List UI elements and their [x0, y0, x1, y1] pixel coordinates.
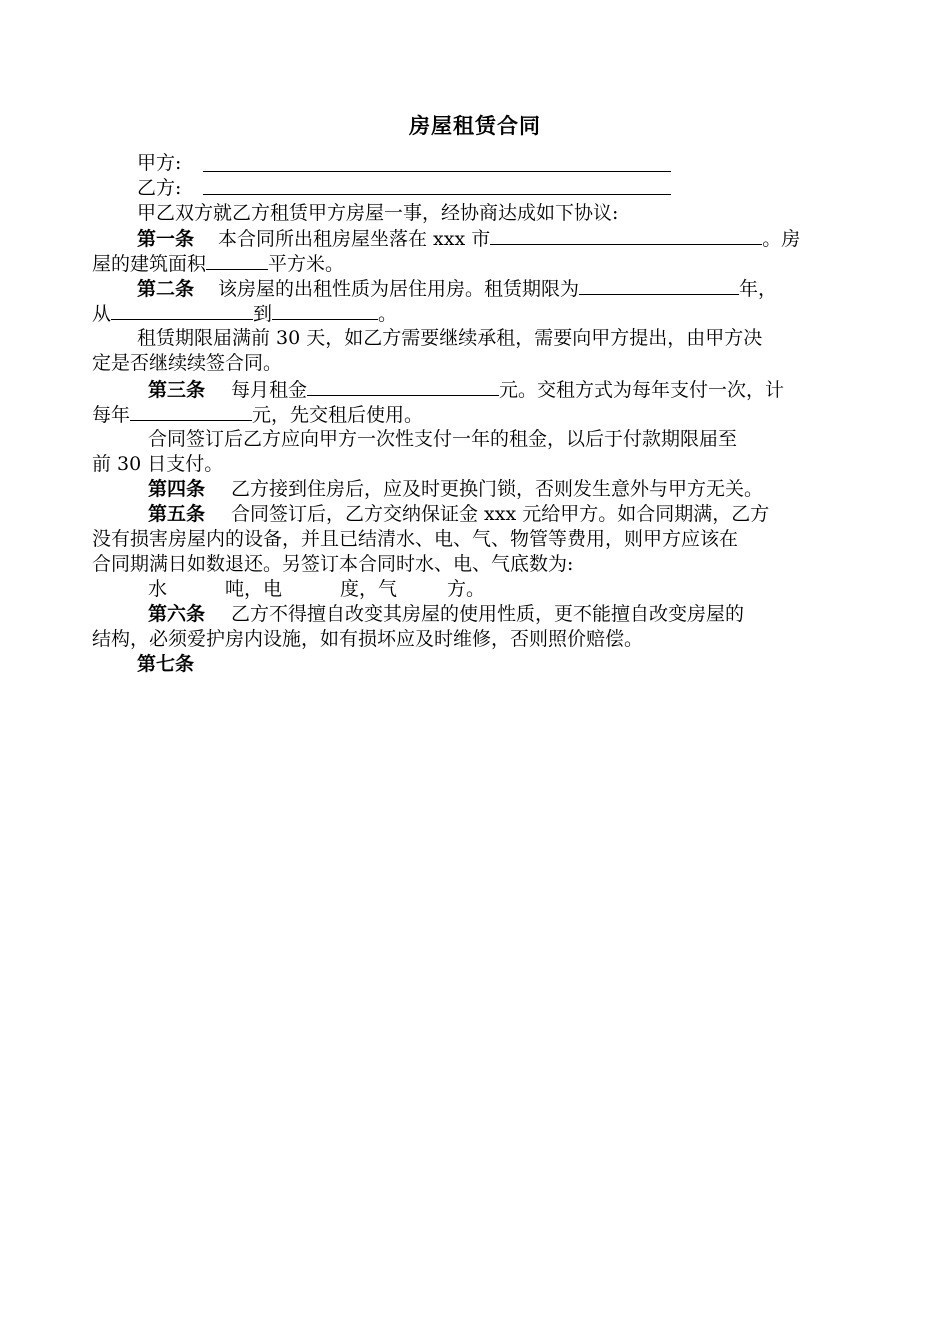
meter-readings-line	[148, 576, 485, 602]
from-label: 从	[92, 303, 112, 325]
square-meter-unit: 平方米。	[268, 253, 345, 275]
article-6-text: 乙方不得擅自改变其房屋的使用性质，更不能擅自改变房屋的	[231, 603, 745, 625]
party-b-label: 乙方:	[137, 177, 182, 199]
monthly-rent-label: 每月租金	[231, 379, 308, 401]
article-2-text: 该房屋的出租性质为居住用房。租赁期限为	[218, 278, 580, 300]
annual-label: 每年	[92, 404, 131, 426]
monthly-rent-blank[interactable]	[307, 376, 499, 396]
to-label: 到	[253, 303, 273, 325]
degree-gas-label: 度，气	[340, 578, 398, 600]
article-3-text: 元。交租方式为每年支付一次，计	[499, 379, 785, 401]
party-a-label: 甲方:	[137, 152, 182, 174]
article-1-line-1	[137, 225, 800, 252]
floor-area-label: 屋的建筑面积	[92, 253, 207, 275]
article-3-line-2	[92, 401, 423, 428]
document-title: 房屋租赁合同	[409, 113, 541, 138]
article-5-heading: 第五条	[148, 503, 206, 525]
party-a-blank[interactable]	[203, 171, 671, 172]
article-5-line-2: 没有损害房屋内的设备，并且已结清水、电、气、物管等费用，则甲方应该在	[92, 528, 739, 550]
article-4-heading: 第四条	[148, 478, 206, 500]
article-7-heading: 第七条	[137, 653, 195, 675]
article-6-heading: 第六条	[148, 603, 206, 625]
intro-text: 甲乙双方就乙方租赁甲方房屋一事，经协商达成如下协议:	[137, 202, 619, 224]
annual-rent-unit: 元，先交租后使用。	[252, 404, 424, 426]
article-5-line-1	[148, 501, 769, 527]
article-6-line-2: 结构，必须爱护房内设施，如有损坏应及时维修，否则照价赔偿。	[92, 628, 644, 650]
year-unit: 年，	[739, 278, 778, 300]
article-2-line-2	[92, 300, 397, 327]
period-mark: 。	[378, 303, 398, 325]
article-4-text: 乙方接到住房后，应及时更换门锁，否则发生意外与甲方无关。	[231, 478, 764, 500]
article-6-line-1	[148, 601, 744, 627]
lease-years-blank[interactable]	[579, 275, 739, 295]
lease-end-blank[interactable]	[272, 300, 378, 320]
article-1-text-end: 。房	[762, 228, 801, 250]
payment-line-1: 合同签订后乙方应向甲方一次性支付一年的租金，以后于付款期限届至	[148, 428, 738, 450]
article-1-text: 本合同所出租房屋坐落在 xxx 市	[218, 228, 491, 250]
renewal-line-1: 租赁期限届满前 30 天，如乙方需要继续承租，需要向甲方提出，由甲方决	[137, 327, 763, 349]
city-address-blank[interactable]	[490, 225, 762, 245]
floor-area-blank[interactable]	[206, 250, 268, 270]
article-3-line-1	[148, 376, 784, 403]
article-5-line-3: 合同期满日如数退还。另签订本合同时水、电、气底数为:	[92, 553, 574, 575]
article-2-heading: 第二条	[137, 278, 195, 300]
article-4-line	[148, 476, 763, 502]
ton-electric-label: 吨，电	[225, 578, 283, 600]
cubic-unit: 方。	[447, 578, 486, 600]
water-label: 水	[148, 578, 168, 600]
party-b-blank[interactable]	[203, 194, 671, 195]
article-5-text: 合同签订后，乙方交纳保证金 xxx 元给甲方。如合同期满，乙方	[231, 503, 770, 525]
article-2-line-1	[137, 275, 777, 302]
lease-start-blank[interactable]	[111, 300, 253, 320]
article-1-line-2	[92, 250, 344, 277]
annual-rent-blank[interactable]	[130, 401, 252, 421]
article-1-heading: 第一条	[137, 228, 195, 250]
payment-line-2: 前 30 日支付。	[92, 453, 224, 475]
renewal-line-2: 定是否继续续签合同。	[92, 352, 283, 374]
article-3-heading: 第三条	[148, 379, 206, 401]
